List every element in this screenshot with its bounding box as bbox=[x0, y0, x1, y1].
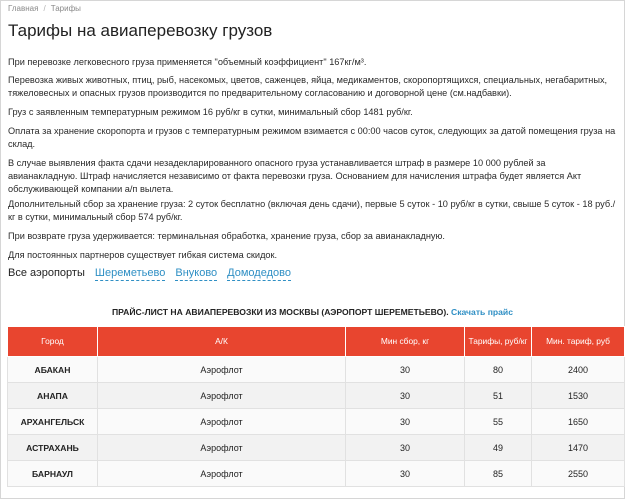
airport-link-sheremetyevo[interactable]: Шереметьево bbox=[94, 267, 166, 279]
paragraph-return: При возврате груза удерживается: терминальная обработка, хранение груза, сбор за авианакладную. bbox=[8, 231, 445, 241]
cell-city: БАРНАУЛ bbox=[8, 461, 98, 487]
cell-min-weight: 30 bbox=[346, 409, 465, 435]
breadcrumb-separator: / bbox=[43, 4, 46, 13]
paragraph-discounts: Для постоянных партнеров существует гибкая система скидок. bbox=[8, 250, 278, 260]
breadcrumb bbox=[8, 4, 81, 13]
paragraph-storage-fee: Дополнительный сбор за хранение груза: 2 суток бесплатно (включая день сдачи), первые 5 суток - 10 руб/кг в сутки, свыше 5 суток - 18 руб./кг в сутки, минимальный сбор 574 руб/кг. bbox=[8, 199, 616, 222]
cell-min-tariff: 2550 bbox=[532, 461, 625, 487]
cell-min-weight: 30 bbox=[346, 435, 465, 461]
download-price-link[interactable]: Скачать прайс bbox=[450, 307, 513, 317]
cell-airline: Аэрофлот bbox=[98, 435, 346, 461]
cell-rate: 85 bbox=[465, 461, 532, 487]
cell-airline: Аэрофлот bbox=[98, 357, 346, 383]
table-row bbox=[8, 409, 625, 435]
column-header-airline: А/К bbox=[98, 327, 346, 357]
paragraph-volume-coefficient: При перевозке легковесного груза применяется "объемный коэффициент" 167кг/м³. bbox=[8, 57, 367, 67]
column-header-min-weight: Мин сбор, кг bbox=[346, 327, 465, 357]
cell-min-weight: 30 bbox=[346, 357, 465, 383]
page-title: Тарифы на авиаперевозку грузов bbox=[8, 21, 273, 40]
column-header-min-tariff: Мин. тариф, руб bbox=[532, 327, 625, 357]
price-list-heading bbox=[1, 307, 624, 317]
paragraph-penalty: В случае выявления факта сдачи незадекларированного опасного груза устанавливается штраф в размере 10 000 рублей за авианакладную. Штраф начисляется независимо от факта перевозки груза. Основанием для начисления штрафа будет является Акт обслуживающей компании а/п вылета. bbox=[8, 158, 582, 194]
cell-rate: 80 bbox=[465, 357, 532, 383]
cell-airline: Аэрофлот bbox=[98, 409, 346, 435]
airport-link-domodedovo[interactable]: Домодедово bbox=[227, 267, 291, 279]
cell-rate: 55 bbox=[465, 409, 532, 435]
column-header-rate: Тарифы, руб/кг bbox=[465, 327, 532, 357]
breadcrumb-home-link[interactable]: Главная bbox=[8, 4, 39, 13]
cell-city: АСТРАХАНЬ bbox=[8, 435, 98, 461]
cell-city: АНАПА bbox=[8, 383, 98, 409]
price-list-title: ПРАЙС-ЛИСТ НА АВИАПЕРЕВОЗКИ ИЗ МОСКВЫ (АЭРОПОРТ ШЕРЕМЕТЬЕВО). bbox=[111, 307, 449, 317]
cell-min-tariff: 1470 bbox=[532, 435, 625, 461]
cell-min-tariff: 2400 bbox=[532, 357, 625, 383]
cell-min-tariff: 1530 bbox=[532, 383, 625, 409]
cell-min-tariff: 1650 bbox=[532, 409, 625, 435]
cell-rate: 49 bbox=[465, 435, 532, 461]
paragraph-special-cargo: Перевозка живых животных, птиц, рыб, насекомых, цветов, саженцев, яйца, медикаментов, скоропортящихся, специальных, негабаритных, тяжеловесных и опасных грузов производится по предварительному согласованию и договорной цене (см.надбавки). bbox=[8, 75, 608, 98]
paragraph-temperature-cargo: Груз с заявленным температурным режимом 16 руб/кг в сутки, минимальный сбор 1481 руб/кг. bbox=[8, 107, 413, 117]
table-row bbox=[8, 435, 625, 461]
table-row bbox=[8, 357, 625, 383]
tariff-table bbox=[7, 326, 625, 487]
airports-filter bbox=[8, 267, 291, 281]
breadcrumb-current: Тарифы bbox=[50, 4, 81, 13]
cell-min-weight: 30 bbox=[346, 461, 465, 487]
cell-city: АБАКАН bbox=[8, 357, 98, 383]
airports-label: Все аэропорты bbox=[8, 267, 85, 279]
paragraph-storage-payment: Оплата за хранение скоропорта и грузов с температурным режимом взимается с 00:00 часов суток, следующих за датой помещения груза на склад. bbox=[8, 126, 616, 149]
cell-city: АРХАНГЕЛЬСК bbox=[8, 409, 98, 435]
cell-rate: 51 bbox=[465, 383, 532, 409]
cell-airline: Аэрофлот bbox=[98, 383, 346, 409]
table-row bbox=[8, 383, 625, 409]
cell-airline: Аэрофлот bbox=[98, 461, 346, 487]
airport-link-vnukovo[interactable]: Внуково bbox=[175, 267, 218, 279]
cell-min-weight: 30 bbox=[346, 383, 465, 409]
table-header-row bbox=[8, 327, 625, 357]
table-row bbox=[8, 461, 625, 487]
column-header-city: Город bbox=[8, 327, 98, 357]
